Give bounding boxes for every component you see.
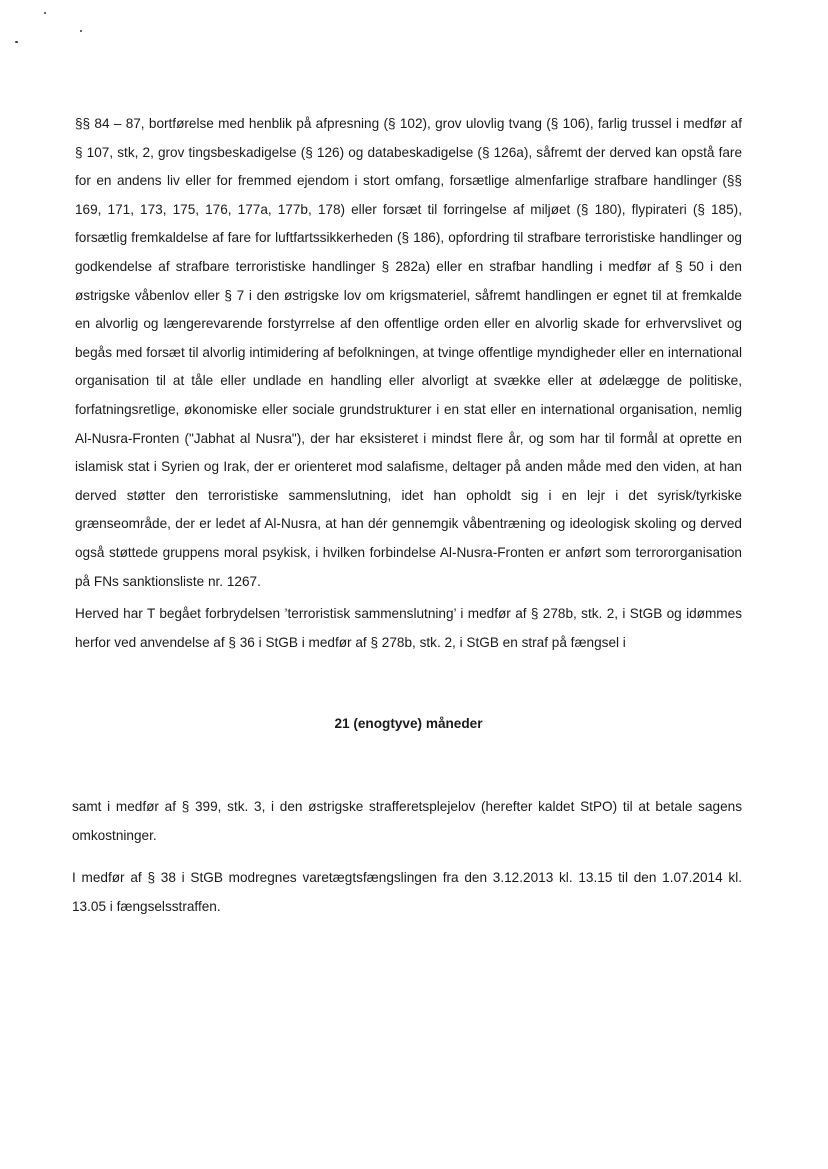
offences-paragraph-block	[75, 110, 742, 596]
verdict-paragraph-block	[75, 600, 742, 657]
offences-paragraph: §§ 84 – 87, bortførelse med henblik på afpresning (§ 102), grov ulovlig tvang (§ 106), farlig trussel i medfør af § 107, stk, 2, grov tingsbeskadigelse (§ 126) og databeskadigelse (§ 126a), såfremt der derved kan opstå fare for en andens liv eller for fremmed ejendom i stort omfang, forsætlige almenfarlige strafbare handlinger (§§ 169, 171, 173, 175, 176, 177a, 177b, 178) eller forsæt til forringelse af miljøet (§ 180), flypirateri (§ 185), forsætlig fremkaldelse af fare for luftfartssikkerheden (§ 186), opfordring til strafbare terroristiske handlinger og godkendelse af strafbare terroristiske handlinger § 282a) eller en strafbar handling i medfør af § 50 i den østrigske våbenlov eller § 7 i den østrigske lov om krigsmateriel, såfremt handlingen er egnet til at fremkalde en alvorlig og længerevarende forstyrrelse af den offentlige orden eller en alvorlig skade for erhvervslivet og begås med forsæt til alvorlig intimidering af befolkningen, at tvinge offentlige myndigheder eller en international organisation til at tåle eller undlade en handling eller alvorligt at svække eller at ødelægge de politiske, forfatningsretlige, økonomiske eller sociale grundstrukturer i en stat eller en international organisation, nemlig Al-Nusra-Fronten ("Jabhat al Nusra"), der har eksisteret i mindst flere år, og som har til formål at oprette en islamisk stat i Syrien og Irak, der er orienteret mod salafisme, deltager på anden måde med den viden, at han derved støtter den terroristiske sammenslutning, idet han opholdt sig i en lejr i det syrisk/tyrkiske grænseområde, der er ledet af Al-Nusra, at han dér gennemgik våbentræning og ideologisk skoling og derved også støttede gruppens moral psykisk, i hvilken forbindelse Al-Nusra-Fronten er anført som terrororganisation på FNs sanktionsliste nr. 1267.	[75, 116, 742, 589]
scan-speck	[44, 12, 46, 14]
scan-speck	[15, 41, 18, 43]
custody-paragraph: I medfør af § 38 i StGB modregnes varetægtsfængslingen fra den 3.12.2013 kl. 13.15 til den 1.07.2014 kl. 13.05 i fængselsstraffen.	[72, 870, 742, 914]
costs-paragraph: samt i medfør af § 399, stk. 3, i den østrigske strafferetsplejelov (herefter kaldet StPO) til at betale sagens omkostninger.	[72, 799, 742, 843]
sentence-heading: 21 (enogtyve) måneder	[334, 716, 483, 731]
verdict-paragraph: Herved har T begået forbrydelsen ’terroristisk sammenslutning’ i medfør af § 278b, stk. 2, i StGB og idømmes herfor ved anvendelse af § 36 i StGB i medfør af § 278b, stk. 2, i StGB en straf på fængsel i	[75, 606, 742, 650]
scan-speck	[80, 30, 82, 32]
costs-paragraph-block	[72, 793, 742, 850]
custody-paragraph-block	[72, 864, 742, 921]
